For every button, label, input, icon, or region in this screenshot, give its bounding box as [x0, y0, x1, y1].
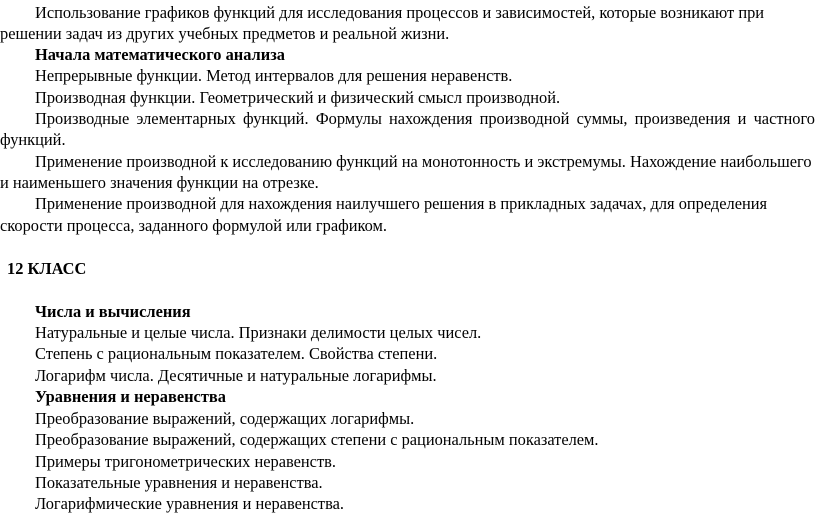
word: суммы,	[576, 109, 628, 128]
word: Производные	[35, 109, 130, 128]
intro-paragraph-line-2: решении задач из других учебных предметов и реальной жизни.	[0, 24, 450, 43]
word: элементарных	[136, 109, 236, 128]
word: произведения	[634, 109, 731, 128]
equations-item: Преобразование выражений, содержащих степени с рациональным показателем.	[35, 430, 599, 449]
analysis-item-applied-line-2: скорости процесса, заданного формулой или графиком.	[0, 216, 387, 235]
section-heading-equations: Уравнения и неравенства	[35, 387, 226, 406]
word: нахождения	[389, 109, 473, 128]
equations-item: Примеры тригонометрических неравенств.	[35, 452, 336, 471]
section-heading-numbers: Числа и вычисления	[35, 302, 191, 321]
analysis-item-applied-line-1: Применение производной для нахождения наилучшего решения в прикладных задачах, для определения	[35, 194, 768, 213]
word: частного	[753, 109, 815, 128]
analysis-item-monotonicity-line-2: и наименьшего значения функции на отрезке.	[0, 173, 319, 192]
equations-item: Показательные уравнения и неравенства.	[35, 473, 323, 492]
analysis-item-monotonicity-line-1: Применение производной к исследованию функций на монотонность и экстремумы. Нахождение наибольшего	[35, 152, 812, 171]
analysis-item-elementary-derivatives-line-1	[35, 109, 815, 129]
numbers-item: Натуральные и целые числа. Признаки делимости целых чисел.	[35, 323, 482, 342]
intro-paragraph-line-1: Использование графиков функций для исследования процессов и зависимостей, которые возникают при	[35, 3, 765, 22]
analysis-item-elementary-derivatives-line-2: функций.	[0, 130, 66, 149]
word: Формулы	[315, 109, 382, 128]
equations-item: Преобразование выражений, содержащих логарифмы.	[35, 409, 415, 428]
section-heading-analysis: Начала математического анализа	[35, 45, 285, 64]
analysis-item-continuous: Непрерывные функции. Метод интервалов для решения неравенств.	[35, 66, 513, 85]
word: производной	[479, 109, 570, 128]
word: и	[737, 109, 747, 128]
analysis-item-derivative: Производная функции. Геометрический и физический смысл производной.	[35, 88, 561, 107]
grade-title: 12 КЛАСС	[7, 259, 87, 278]
equations-item: Логарифмические уравнения и неравенства.	[35, 494, 344, 513]
numbers-item: Логарифм числа. Десятичные и натуральные логарифмы.	[35, 366, 437, 385]
numbers-item: Степень с рациональным показателем. Свойства степени.	[35, 344, 438, 363]
word: функций.	[242, 109, 309, 128]
